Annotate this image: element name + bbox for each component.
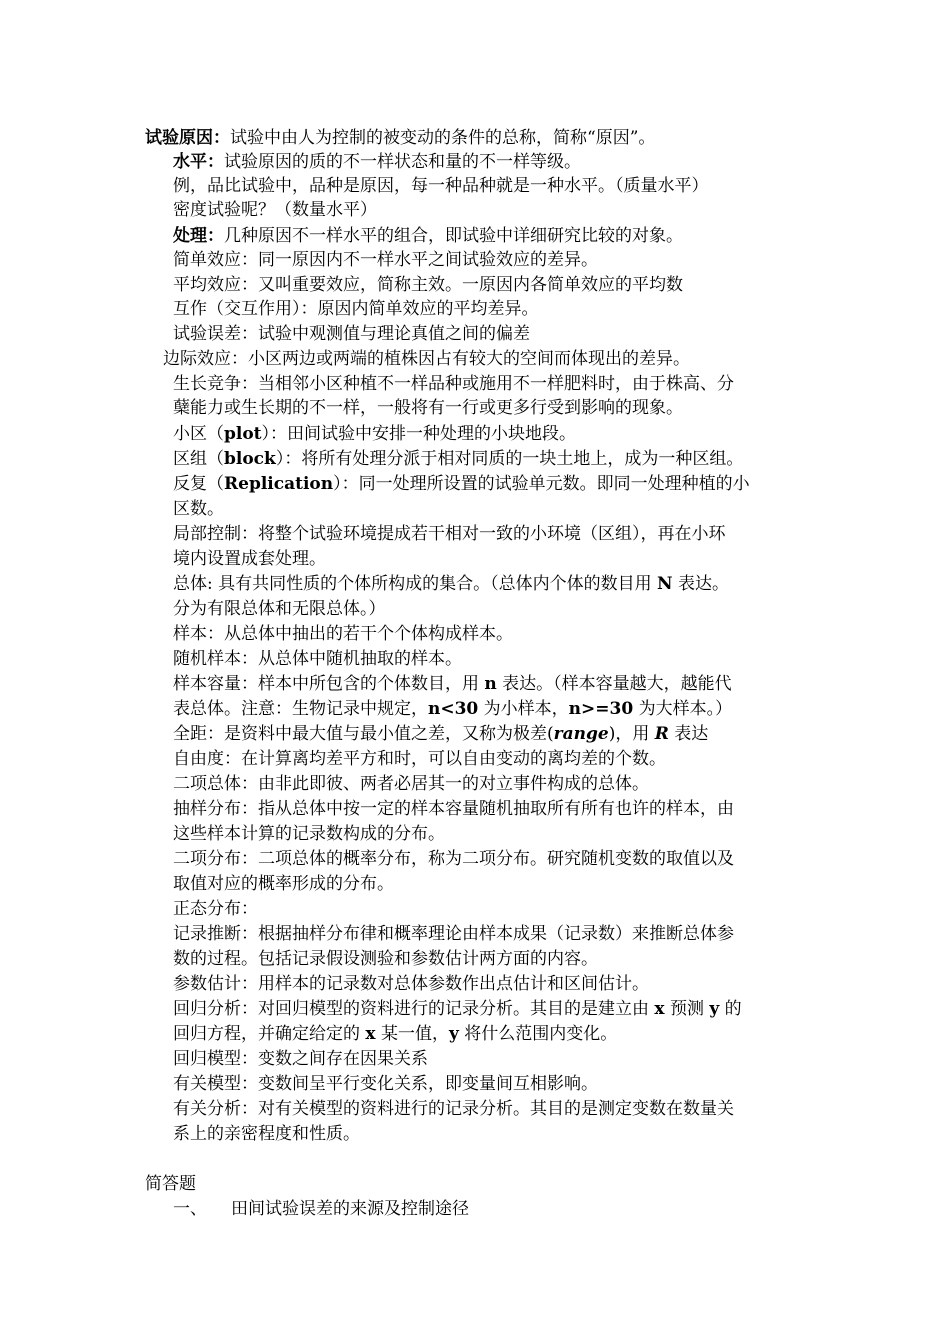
definition-line: 小区（plot）：田间试验中安排一种处理的小块地段。 (173, 424, 577, 444)
text-line: 回归模型：变数之间存在因果关系 (173, 1049, 428, 1069)
text-line: 简单效应：同一原因内不一样水平之间试验效应的差异。 (173, 250, 598, 270)
definition-line (173, 224, 683, 248)
symbol: N (657, 574, 673, 594)
text-line: 互作（交互作用）：原因内简单效应的平均差异。 (173, 299, 539, 319)
text-line: 这些样本计算的记录数构成的分布。 (173, 824, 445, 844)
list-item-text: 田间试验误差的来源及控制途径 (231, 1199, 469, 1219)
text-line: 分为有限总体和无限总体。） (173, 599, 386, 619)
definition-line (173, 150, 581, 174)
text-line: 有关分析：对有关模型的资料进行的记录分析。其目的是测定变数在数量关 (173, 1099, 734, 1119)
symbol: n>=30 (568, 699, 634, 719)
text-line: 试验误差：试验中观测值与理论真值之间的偏差 (173, 324, 530, 344)
definition-line: 表总体。注意：生物记录中规定，n<30 为小样本，n>=30 为大样本。） (173, 699, 733, 719)
text-line: 正态分布： (173, 899, 258, 919)
text-line: 区数。 (173, 499, 224, 519)
term-english: block (224, 449, 276, 469)
definition-line: 全距：是资料中最大值与最小值之差，又称为极差(range)，用 R 表达 (173, 724, 709, 744)
section-heading: 简答题 (145, 1174, 196, 1194)
text-line: 自由度：在计算离均差平方和时，可以自由变动的离均差的个数。 (173, 749, 666, 769)
definition-text: 试验原因的质的不一样状态和量的不一样等级。 (224, 152, 581, 172)
definition-line: 区组（block）：将所有处理分派于相对同质的一块土地上，成为一种区组。 (173, 449, 744, 469)
text-line: 蘖能力或生长期的不一样，一般将有一行或更多行受到影响的现象。 (173, 398, 683, 418)
term: 试验原因： (145, 128, 230, 148)
text-line: 抽样分布：指从总体中按一定的样本容量随机抽取所有所有也许的样本，由 (173, 799, 734, 819)
term: 水平： (173, 152, 224, 172)
symbol: n<30 (428, 699, 479, 719)
definition-line: 回归分析：对回归模型的资料进行的记录分析。其目的是建立由 x 预测 y 的 (173, 999, 742, 1019)
term-english: Replication (224, 474, 334, 494)
definition-line: 样本容量：样本中所包含的个体数目，用 n 表达。（样本容量越大，越能代 (173, 674, 732, 694)
text-line: 记录推断：根据抽样分布律和概率理论由样本成果（记录数）来推断总体参 (173, 924, 734, 944)
symbol: x (654, 999, 665, 1019)
symbol: y (709, 999, 720, 1019)
symbol: R (654, 724, 669, 744)
text-line: 生长竞争：当相邻小区种植不一样品种或施用不一样肥料时，由于株高、分 (173, 374, 734, 394)
text-line: 随机样本：从总体中随机抽取的样本。 (173, 649, 462, 669)
text-line: 境内设置成套处理。 (173, 549, 326, 569)
text-line: 边际效应：小区两边或两端的植株因占有较大的空间而体现出的差异。 (163, 349, 690, 369)
symbol: x (365, 1024, 376, 1044)
text-line: 平均效应：又叫重要效应，简称主效。一原因内各简单效应的平均数 (173, 275, 683, 295)
text-line: 二项分布：二项总体的概率分布，称为二项分布。研究随机变数的取值以及 (173, 849, 734, 869)
text-line: 样本：从总体中抽出的若干个个体构成样本。 (173, 624, 513, 644)
text-line: 二项总体：由非此即彼、两者必居其一的对立事件构成的总体。 (173, 774, 649, 794)
symbol: n (484, 674, 497, 694)
symbol: y (448, 1024, 459, 1044)
text-line: 局部控制：将整个试验环境提成若干相对一致的小环境（区组），再在小环 (173, 524, 726, 544)
list-number: 一、 (173, 1199, 207, 1219)
text-line: 有关模型：变数间呈平行变化关系，即变量间互相影响。 (173, 1074, 598, 1094)
text-line: 系上的亲密程度和性质。 (173, 1124, 360, 1144)
definition-line: 回归方程，并确定给定的 x 某一值，y 将什么范围内变化。 (173, 1024, 618, 1044)
text-line: 密度试验呢？（数量水平） (173, 200, 377, 220)
definition-text: 试验中由人为控制的被变动的条件的总称，简称“原因”。 (230, 128, 656, 148)
term-english: plot (224, 424, 262, 444)
text-line: 例，品比试验中，品种是原因，每一种品种就是一种水平。（质量水平） (173, 176, 709, 196)
definition-line (145, 126, 655, 150)
text-line: 取值对应的概率形成的分布。 (173, 874, 394, 894)
text-line: 参数估计：用样本的记录数对总体参数作出点估计和区间估计。 (173, 974, 649, 994)
symbol: range (553, 724, 609, 744)
definition-line: 反复（Replication）：同一处理所设置的试验单元数。即同一处理种植的小 (173, 474, 750, 494)
definition-line: 总体: 具有共同性质的个体所构成的集合。（总体内个体的数目用 N 表达。 (173, 574, 729, 594)
list-item (173, 1197, 469, 1221)
definition-text: 几种原因不一样水平的组合，即试验中详细研究比较的对象。 (224, 226, 683, 246)
text-line: 数的过程。包括记录假设测验和参数估计两方面的内容。 (173, 949, 598, 969)
term: 处理： (173, 226, 224, 246)
